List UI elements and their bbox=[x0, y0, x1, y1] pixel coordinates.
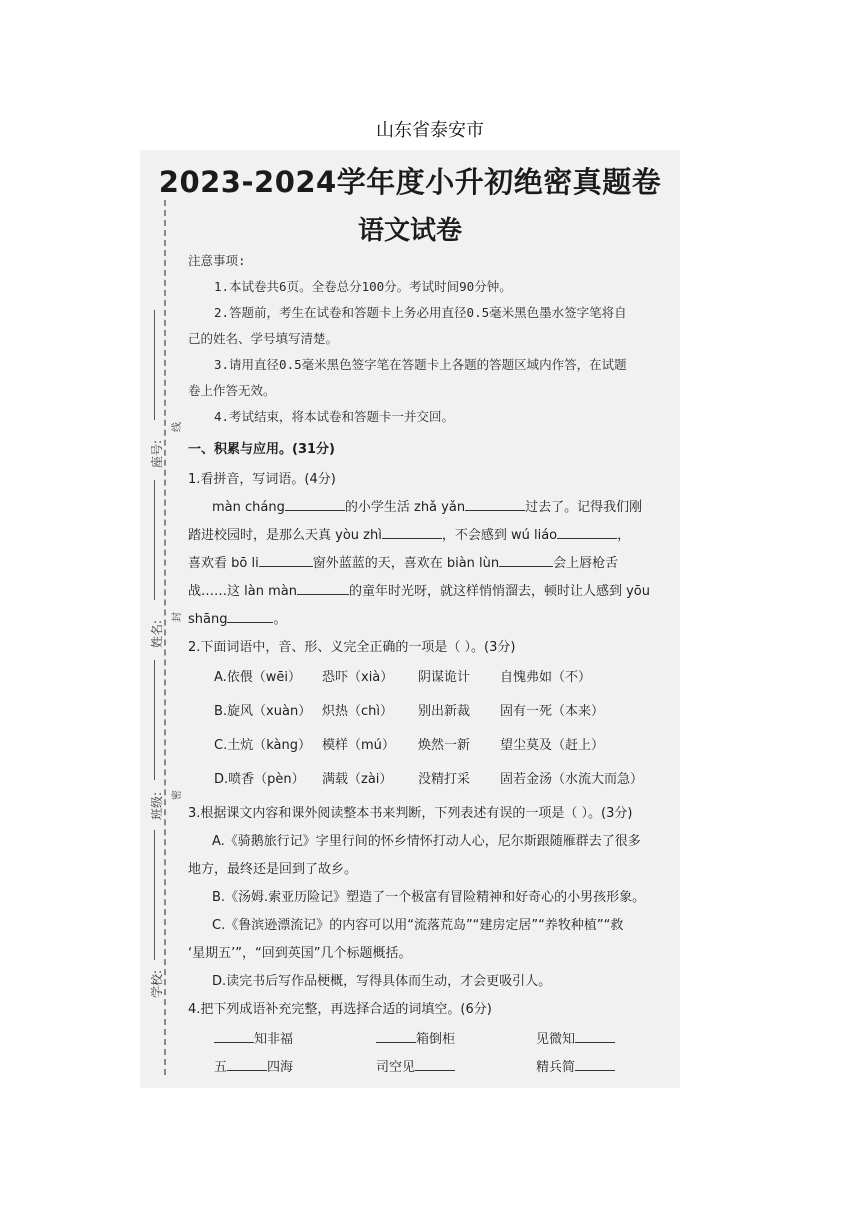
answer-blank[interactable] bbox=[499, 550, 553, 567]
question-4-title: 4.把下列成语补充完整，再选择合适的词填空。(6分) bbox=[188, 1002, 492, 1017]
idiom-item: 精兵简 bbox=[536, 1054, 615, 1075]
school-blank bbox=[154, 830, 155, 960]
notice-block bbox=[188, 248, 668, 430]
answer-blank[interactable] bbox=[557, 522, 617, 539]
name-blank bbox=[154, 480, 155, 600]
idiom-row bbox=[214, 1026, 674, 1054]
answer-blank[interactable] bbox=[227, 1054, 267, 1071]
idiom-item: 见微知 bbox=[536, 1026, 615, 1047]
pinyin-text: 的童年时光呀，就这样悄悄溜去，顿时让人感到 yōu bbox=[348, 584, 650, 599]
region-title: 山东省泰安市 bbox=[376, 120, 484, 141]
notice-heading: 注意事项: bbox=[188, 253, 246, 268]
option-line[interactable]: C.《鲁滨逊漂流记》的内容可以用“流落荒岛”“建房定居”“养牧种植”“救 bbox=[212, 918, 624, 933]
option-word: B.旋风（xuàn） bbox=[214, 704, 312, 719]
option-word: 满载（zài） bbox=[322, 772, 393, 787]
idiom-item: 知非福 bbox=[214, 1026, 293, 1047]
answer-blank[interactable] bbox=[415, 1054, 455, 1071]
question-title: 1.看拼音，写词语。(4分) bbox=[188, 472, 336, 487]
pinyin-line bbox=[188, 550, 668, 578]
pinyin-line bbox=[188, 606, 668, 634]
idiom-item: 箱倒柜 bbox=[376, 1026, 455, 1047]
option-word: 没精打采 bbox=[418, 772, 471, 787]
option-row[interactable] bbox=[214, 768, 674, 802]
exam-title: 2023-2024学年度小升初绝密真题卷 bbox=[158, 165, 662, 199]
option-row[interactable] bbox=[214, 666, 674, 700]
option-line: 地方，最终还是回到了故乡。 bbox=[188, 862, 358, 877]
school-field: 学校: bbox=[150, 969, 164, 998]
section-heading: 一、积累与应用。(31分) bbox=[188, 442, 335, 457]
answer-blank[interactable] bbox=[259, 550, 313, 567]
option-line[interactable]: A.《骑鹅旅行记》字里行间的怀乡情怀打动人心，尼尔斯跟随雁群去了很多 bbox=[212, 834, 641, 849]
notice-item: 4.考试结束，将本试卷和答题卡一并交回。 bbox=[214, 409, 455, 424]
pinyin-line bbox=[188, 494, 668, 522]
idiom-grid bbox=[214, 1026, 674, 1082]
answer-blank[interactable] bbox=[575, 1026, 615, 1043]
binding-mark-seal: 封 bbox=[172, 612, 183, 622]
seat-blank bbox=[154, 310, 155, 420]
question-1 bbox=[188, 466, 668, 634]
option-word: A.依偎（wēi） bbox=[214, 670, 302, 685]
option-word: 别出新裁 bbox=[418, 704, 471, 719]
answer-blank[interactable] bbox=[285, 494, 345, 511]
answer-blank[interactable] bbox=[376, 1026, 416, 1043]
answer-blank[interactable] bbox=[575, 1054, 615, 1071]
notice-item: 己的姓名、学号填写清楚。 bbox=[188, 331, 339, 346]
notice-item: 卷上作答无效。 bbox=[188, 383, 276, 398]
question-2-options bbox=[214, 666, 674, 802]
seat-field: 座号: bbox=[150, 439, 164, 468]
pinyin-text: 。 bbox=[273, 612, 287, 627]
option-row[interactable] bbox=[214, 734, 674, 768]
pinyin-text: 会上唇枪舌 bbox=[553, 556, 619, 571]
option-word: D.喷香（pèn） bbox=[214, 772, 305, 787]
pinyin-text: 踏进校园时，是那么天真 yòu zhì bbox=[188, 528, 382, 543]
option-word: 模样（mú） bbox=[322, 738, 395, 753]
option-word: 恐吓（xià） bbox=[322, 670, 394, 685]
pinyin-text: 的小学生活 zhǎ yǎn bbox=[344, 500, 466, 515]
option-line[interactable]: B.《汤姆.索亚历险记》塑造了一个极富有冒险精神和好奇心的小男孩形象。 bbox=[212, 890, 646, 905]
idiom-item: 司空见 bbox=[376, 1054, 455, 1075]
option-word: 固若金汤（水流大而急） bbox=[500, 772, 644, 787]
option-line[interactable]: D.读完书后写作品梗概，写得具体而生动，才会更吸引人。 bbox=[212, 974, 552, 989]
answer-blank[interactable] bbox=[227, 606, 273, 623]
pinyin-text: 过去了。记得我们刚 bbox=[525, 500, 643, 515]
question-title: 3.根据课文内容和课外阅读整本书来判断，下列表述有误的一项是（ ）。(3分) bbox=[188, 806, 633, 821]
answer-blank[interactable] bbox=[214, 1026, 254, 1043]
pinyin-text: màn cháng bbox=[212, 500, 285, 515]
pinyin-text: 喜欢看 bō li bbox=[188, 556, 259, 571]
notice-item: 1.本试卷共6页。全卷总分100分。考试时间90分钟。 bbox=[214, 279, 512, 294]
option-word: 自愧弗如（不） bbox=[500, 670, 592, 685]
idiom-row bbox=[214, 1054, 674, 1082]
option-word: 望尘莫及（赶上） bbox=[500, 738, 605, 753]
pinyin-text: 窗外蓝蓝的天，喜欢在 biàn lùn bbox=[312, 556, 500, 571]
binding-mark-line: 线 bbox=[172, 422, 183, 432]
pinyin-line bbox=[188, 578, 668, 606]
option-word: 焕然一新 bbox=[418, 738, 471, 753]
notice-item: 3.请用直径0.5毫米黑色签字笔在答题卡上各题的答题区域内作答，在试题 bbox=[214, 357, 627, 372]
binding-mark-secret: 密 bbox=[172, 790, 183, 800]
answer-blank[interactable] bbox=[297, 578, 349, 595]
exam-page bbox=[140, 150, 680, 1088]
pinyin-text: 战……这 làn màn bbox=[188, 584, 297, 599]
option-row[interactable] bbox=[214, 700, 674, 734]
idiom-item: 五 四海 bbox=[214, 1054, 293, 1075]
class-blank bbox=[154, 660, 155, 780]
pinyin-text: ，不会感到 wú liáo bbox=[441, 528, 558, 543]
class-field: 班级: bbox=[150, 791, 164, 820]
question-2-title: 2.下面词语中，音、形、义完全正确的一项是（ ）。(3分) bbox=[188, 640, 516, 655]
notice-item: 2.答题前，考生在试卷和答题卡上务必用直径0.5毫米黑色墨水签字笔将自 bbox=[214, 305, 627, 320]
name-field: 姓名: bbox=[150, 619, 164, 648]
option-word: 炽热（chì） bbox=[322, 704, 393, 719]
answer-blank[interactable] bbox=[382, 522, 442, 539]
pinyin-text: shāng bbox=[188, 612, 228, 627]
subject-title: 语文试卷 bbox=[357, 216, 462, 246]
option-word: C.土炕（kàng） bbox=[214, 738, 311, 753]
answer-blank[interactable] bbox=[465, 494, 525, 511]
pinyin-line bbox=[188, 522, 668, 550]
option-word: 阴谋诡计 bbox=[418, 670, 471, 685]
pinyin-text: ， bbox=[617, 528, 631, 543]
question-3 bbox=[188, 800, 668, 996]
option-line: ‘星期五’”，“回到英国”几个标题概括。 bbox=[188, 946, 412, 961]
option-word: 固有一死（本来） bbox=[500, 704, 605, 719]
